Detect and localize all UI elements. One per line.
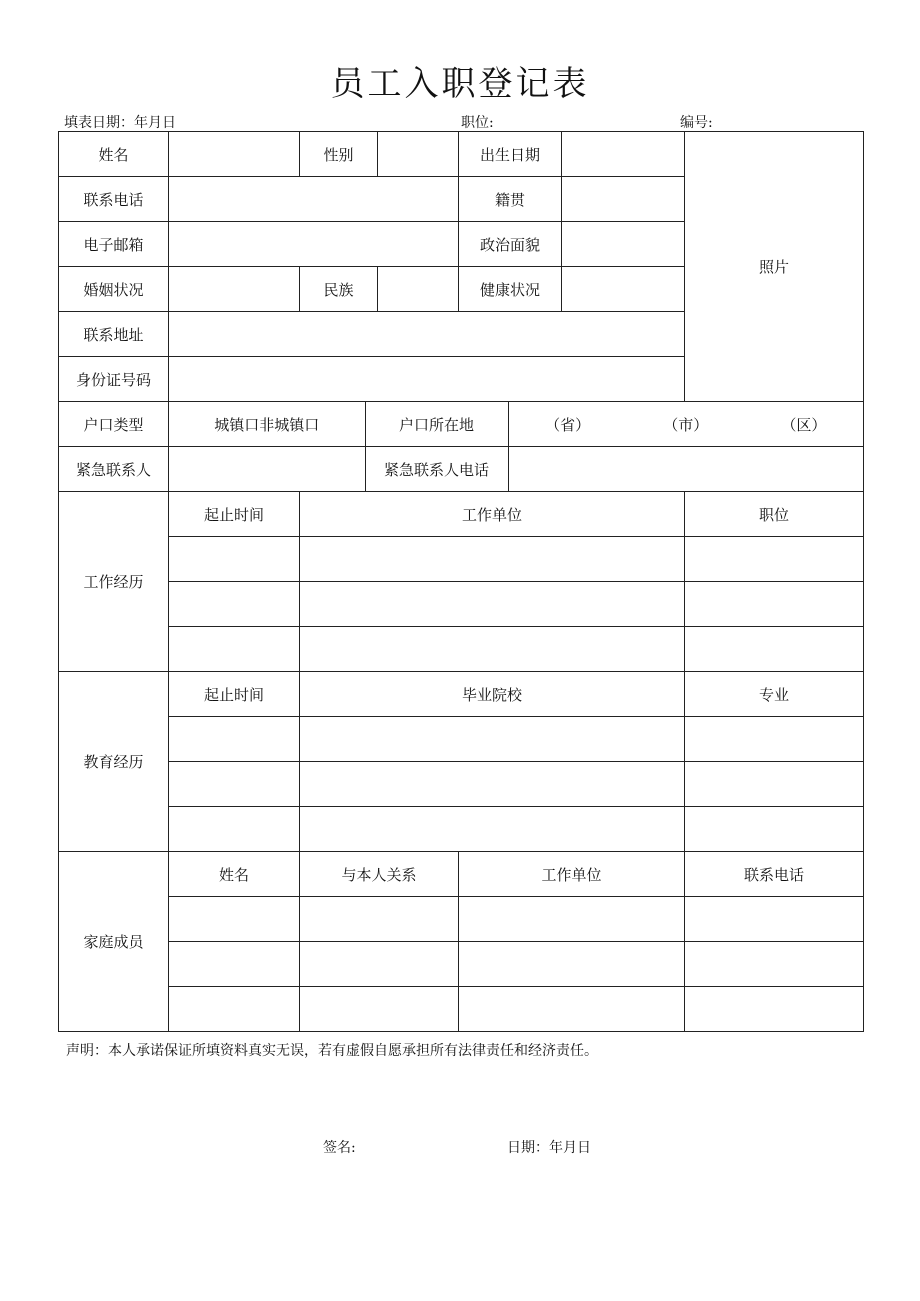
family-name-input[interactable] — [169, 897, 300, 942]
id-number-label: 身份证号码 — [59, 357, 169, 402]
registration-form-table — [58, 131, 864, 1032]
province-label: （省） — [545, 415, 591, 434]
table-row — [59, 987, 864, 1032]
table-row — [59, 807, 864, 852]
work-company-input[interactable] — [300, 627, 685, 672]
table-row — [59, 627, 864, 672]
family-name-input[interactable] — [169, 942, 300, 987]
emergency-phone-input[interactable] — [508, 447, 863, 491]
political-status-input[interactable] — [562, 222, 685, 267]
phone-input[interactable] — [169, 177, 459, 222]
hukou-subtable — [169, 402, 863, 446]
family-company-input[interactable] — [459, 897, 685, 942]
hukou-location-label: 户口所在地 — [365, 402, 508, 446]
photo-box[interactable]: 照片 — [685, 132, 864, 402]
family-company-header: 工作单位 — [459, 852, 685, 897]
family-label: 家庭成员 — [59, 852, 169, 1032]
table-row — [59, 942, 864, 987]
family-company-input[interactable] — [459, 987, 685, 1032]
email-label: 电子邮箱 — [59, 222, 169, 267]
native-place-label: 籍贯 — [459, 177, 562, 222]
name-label: 姓名 — [59, 132, 169, 177]
family-phone-input[interactable] — [685, 987, 864, 1032]
table-row — [59, 897, 864, 942]
work-period-input[interactable] — [169, 627, 300, 672]
work-period-input[interactable] — [169, 582, 300, 627]
signature-label: 签名: — [323, 1140, 356, 1156]
work-period-input[interactable] — [169, 537, 300, 582]
edu-school-input[interactable] — [300, 807, 685, 852]
family-relation-input[interactable] — [300, 987, 459, 1032]
address-input[interactable] — [169, 312, 685, 357]
work-company-header: 工作单位 — [300, 492, 685, 537]
family-relation-input[interactable] — [300, 897, 459, 942]
ethnicity-input[interactable] — [378, 267, 459, 312]
table-row — [59, 582, 864, 627]
edu-school-input[interactable] — [300, 717, 685, 762]
work-period-header: 起止时间 — [169, 492, 300, 537]
education-label: 教育经历 — [59, 672, 169, 852]
gender-input[interactable] — [378, 132, 459, 177]
work-position-input[interactable] — [685, 627, 864, 672]
edu-period-input[interactable] — [169, 807, 300, 852]
email-input[interactable] — [169, 222, 459, 267]
political-status-label: 政治面貌 — [459, 222, 562, 267]
emergency-subtable — [169, 447, 863, 491]
number-label: 编号: — [680, 115, 713, 131]
work-history-label: 工作经历 — [59, 492, 169, 672]
edu-period-input[interactable] — [169, 717, 300, 762]
district-label: （区） — [781, 415, 827, 434]
declaration-text: 声明：本人承诺保证所填资料真实无误，若有虚假自愿承担所有法律责任和经济责任。 — [66, 1043, 598, 1059]
gender-label: 性别 — [300, 132, 378, 177]
edu-major-input[interactable] — [685, 762, 864, 807]
name-input[interactable] — [169, 132, 300, 177]
birth-date-label: 出生日期 — [459, 132, 562, 177]
hukou-row — [169, 402, 864, 447]
birth-date-input[interactable] — [562, 132, 685, 177]
health-input[interactable] — [562, 267, 685, 312]
edu-major-header: 专业 — [685, 672, 864, 717]
position-label: 职位: — [461, 115, 494, 131]
table-row — [59, 762, 864, 807]
family-relation-input[interactable] — [300, 942, 459, 987]
edu-school-header: 毕业院校 — [300, 672, 685, 717]
ethnicity-label: 民族 — [300, 267, 378, 312]
address-label: 联系地址 — [59, 312, 169, 357]
family-phone-input[interactable] — [685, 942, 864, 987]
hukou-type-value[interactable]: 城镇口非城镇口 — [214, 415, 320, 434]
edu-school-input[interactable] — [300, 762, 685, 807]
edu-period-header: 起止时间 — [169, 672, 300, 717]
work-company-input[interactable] — [300, 582, 685, 627]
fill-date-label: 填表日期：年月日 — [64, 115, 176, 131]
table-row — [59, 537, 864, 582]
family-company-input[interactable] — [459, 942, 685, 987]
hukou-location-input[interactable] — [508, 402, 863, 446]
signature-date-label: 日期：年月日 — [507, 1140, 591, 1156]
marital-status-input[interactable] — [169, 267, 300, 312]
native-place-input[interactable] — [562, 177, 685, 222]
edu-major-input[interactable] — [685, 717, 864, 762]
family-name-header: 姓名 — [169, 852, 300, 897]
city-label: （市） — [663, 415, 709, 434]
emergency-contact-input[interactable] — [169, 447, 365, 491]
health-label: 健康状况 — [459, 267, 562, 312]
work-position-input[interactable] — [685, 537, 864, 582]
emergency-row — [169, 447, 864, 492]
work-company-input[interactable] — [300, 537, 685, 582]
phone-label: 联系电话 — [59, 177, 169, 222]
table-row — [59, 717, 864, 762]
work-position-header: 职位 — [685, 492, 864, 537]
hukou-type-label: 户口类型 — [59, 402, 169, 447]
family-phone-header: 联系电话 — [685, 852, 864, 897]
id-number-input[interactable] — [169, 357, 685, 402]
marital-status-label: 婚姻状况 — [59, 267, 169, 312]
form-title: 员工入职登记表 — [330, 64, 590, 104]
emergency-contact-label: 紧急联系人 — [59, 447, 169, 492]
edu-major-input[interactable] — [685, 807, 864, 852]
emergency-phone-label: 紧急联系人电话 — [365, 447, 508, 491]
family-name-input[interactable] — [169, 987, 300, 1032]
family-relation-header: 与本人关系 — [300, 852, 459, 897]
family-phone-input[interactable] — [685, 897, 864, 942]
work-position-input[interactable] — [685, 582, 864, 627]
edu-period-input[interactable] — [169, 762, 300, 807]
